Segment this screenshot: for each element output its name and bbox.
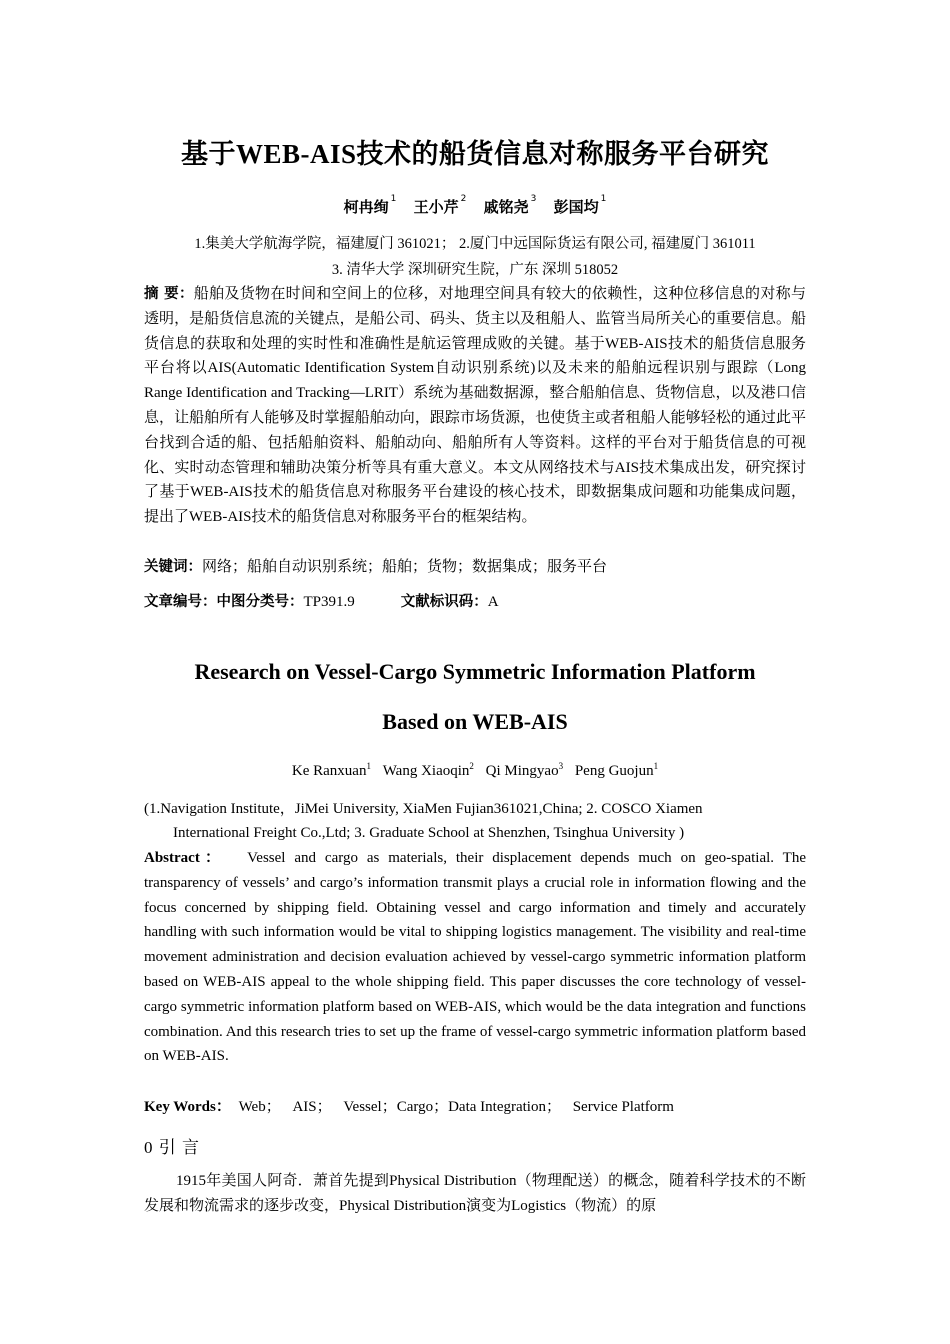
- doccode-label: 文献标识码：: [400, 594, 488, 610]
- author: 柯冉绚 $^1$: [343, 194, 397, 216]
- english-title-line1: Research on Vessel-Cargo Symmetric Information Platform: [194, 659, 756, 684]
- abstract-text: 船舶及货物在时间和空间上的位移，对地理空间具有较大的依赖性，这种位移信息的对称与透明，是船货信息流的关键点，是船公司、码头、货主以及租船人、监管当局所关心的重要信息。船货信息的获取和处理的实时性和准确性是航运管理成败的关键。基于WEB-AIS技术的船货信息服务平台将以AIS(Automatic Identification System自动识别系统)以及未来的船舶远程识别与跟踪（Long Range Identification and Tracking—LRIT）系统为基础数据源，整合船舶信息、货物信息，以及港口信息，让船舶所有人能够及时掌握船舶动向，跟踪市场货源，也使货主或者租船人能够轻松的通过此平台找到合适的船、包括船舶资料、船舶动向、船舶所有人等资料。这样的平台对于船货信息的可视化、实时动态管理和辅助决策分析等具有重大意义。本文从网络技术与AIS技术集成出发，研究探讨了基于WEB-AIS技术的船货信息对称服务平台建设的核心技术，即数据集成问题和功能集成问题，提出了WEB-AIS技术的船货信息对称服务平台的框架结构。: [144, 286, 806, 526]
- author: 王小芹 $^2$: [413, 194, 467, 216]
- author: 戚铭尧 $^3$: [483, 194, 537, 216]
- keywords-label: Key Words：: [144, 1099, 231, 1115]
- chinese-abstract: [144, 282, 806, 530]
- keywords-text: 网络；船舶自动识别系统；船舶；货物；数据集成；服务平台: [202, 559, 608, 575]
- doccode-value: A: [487, 594, 499, 610]
- author: Qi Mingyao$^3$: [485, 761, 564, 779]
- author: Peng Guojun$^1$: [574, 761, 659, 779]
- classification-line: [144, 590, 806, 615]
- abstract-label: 摘 要：: [144, 286, 194, 302]
- keyword: AIS；: [292, 1099, 332, 1115]
- clc-value: TP391.9: [303, 594, 355, 610]
- author: Ke Ranxuan$^1$: [291, 761, 371, 779]
- english-affiliation-line2: International Freight Co.,Ltd; 3. Graduate School at Shenzhen, Tsinghua University ): [173, 825, 685, 841]
- english-abstract: [144, 846, 806, 1069]
- english-title-line2: Based on WEB-AIS: [382, 709, 568, 734]
- author: Wang Xiaoqin$^2$: [382, 761, 474, 779]
- keywords-label: 关键词：: [144, 559, 202, 575]
- abstract-text: Vessel and cargo as materials, their displacement depends much on geo-spatial. The transparency of vessels’ and cargo’s information transmit plays a crucial role in information flowing and the focus concerned by shipping field. Obtaining vessel and cargo information and timely and accurately handling with such information would be vital to shipping logistics management. The visibility and real-time movement administration and decision evaluation achieved by vessel-cargo symmetric information platform based on WEB-AIS appeal to the whole shipping field. This paper discusses the core technology of vessel-cargo symmetric information platform based on WEB-AIS, which would be the data integration and functions combination. And this research tries to set up the frame of vessel-cargo symmetric information platform based on WEB-AIS.: [144, 850, 806, 1065]
- english-affiliation-line1: (1.Navigation Institute，JiMei University, XiaMen Fujian361021,China; 2. COSCO Xiamen: [144, 801, 703, 817]
- chinese-keywords: [144, 555, 806, 580]
- english-authors: [0, 763, 950, 780]
- chinese-title: 基于WEB-AIS技术的船货信息对称服务平台研究: [180, 139, 770, 169]
- chinese-affiliation-line2: 3. 清华大学 深圳研究生院，广东 深圳 518052: [331, 262, 619, 278]
- english-keywords: [144, 1096, 806, 1118]
- clc-label: 文章编号：中图分类号：: [144, 594, 304, 610]
- chinese-authors: [0, 196, 950, 217]
- keyword: Vessel；Cargo；Data Integration；: [343, 1099, 561, 1115]
- section-heading: 0 引 言: [144, 1138, 200, 1157]
- intro-paragraph: 1915年美国人阿奇．萧首先提到Physical Distribution（物理配送）的概念，随着科学技术的不断发展和物流需求的逐步改变，Physical Distribution演变为Logistics（物流）的原: [144, 1173, 806, 1214]
- keyword: Service Platform: [572, 1099, 674, 1115]
- abstract-label: Abstract：: [144, 850, 226, 866]
- author: 彭国均 $^1$: [553, 194, 607, 216]
- chinese-affiliation-line1: 1.集美大学航海学院，福建厦门 361021； 2.厦门中远国际货运有限公司, 福建厦门 361011: [194, 236, 756, 252]
- keyword: Web；: [238, 1099, 281, 1115]
